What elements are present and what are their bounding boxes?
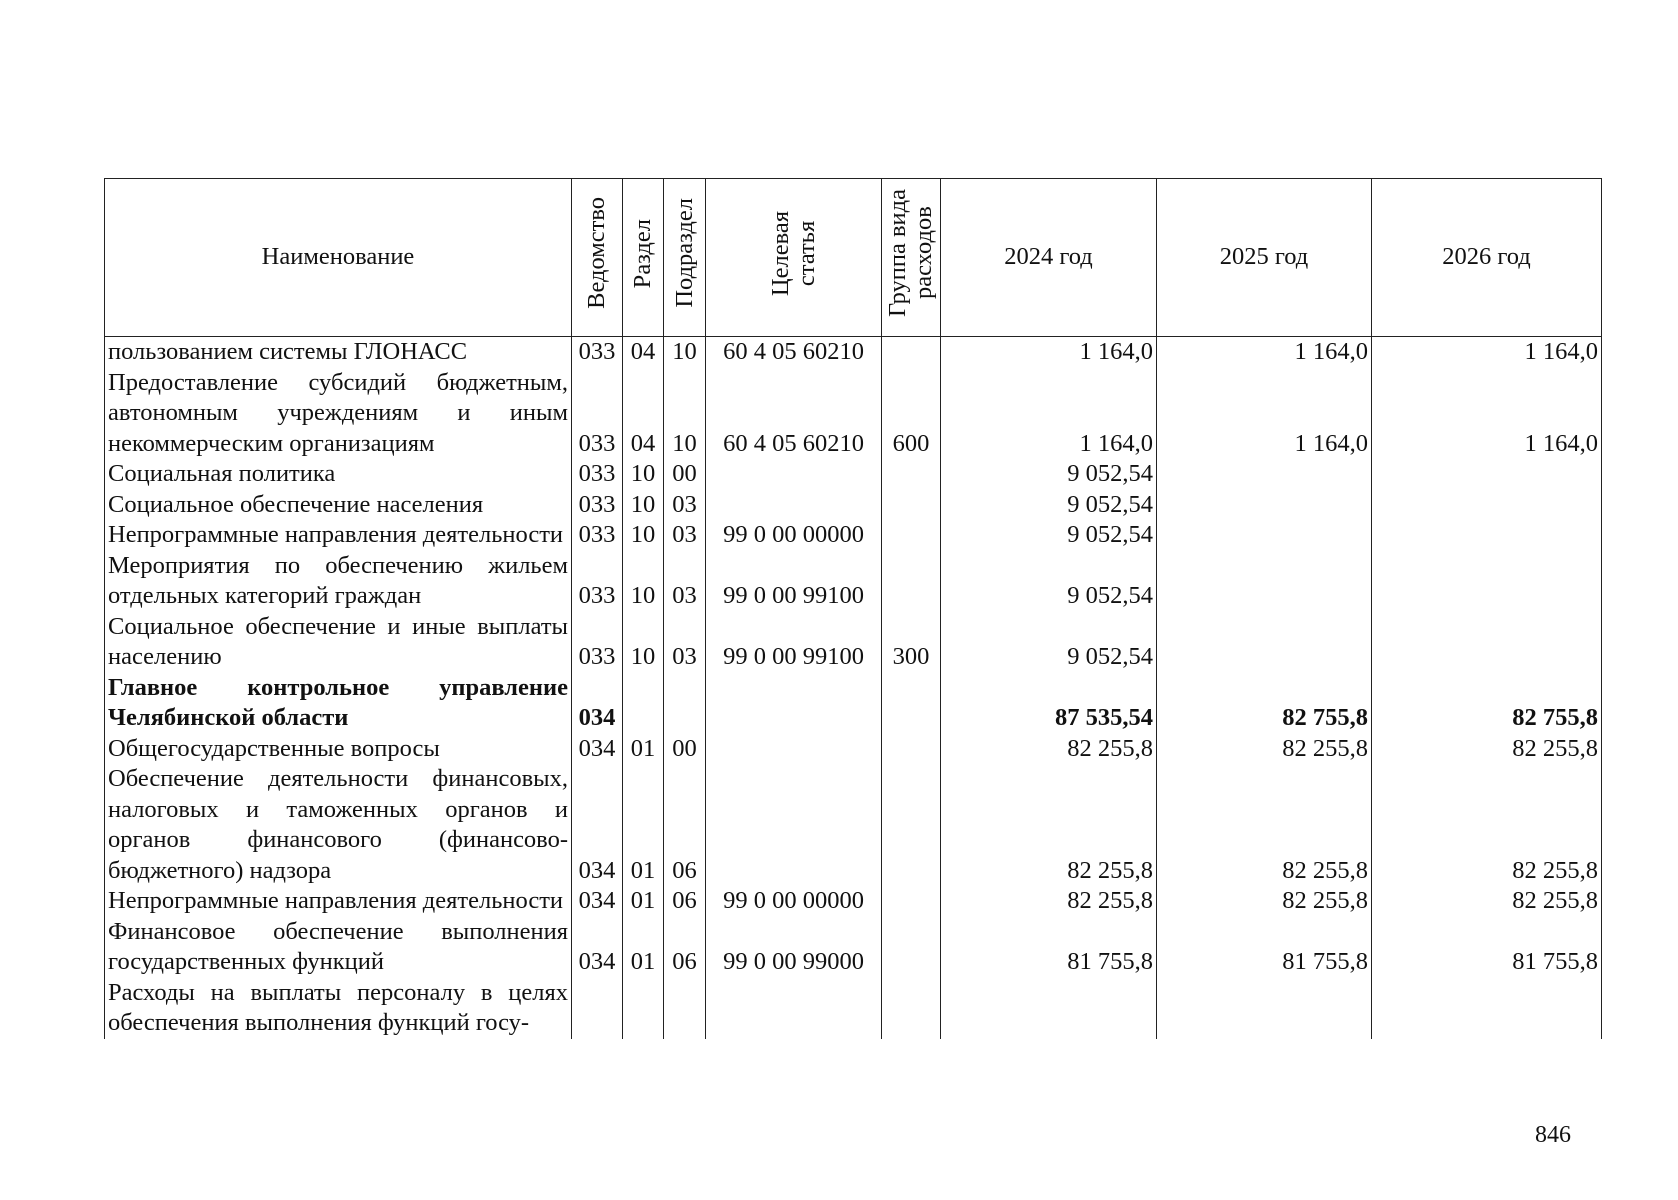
cell-section: 04 xyxy=(623,368,664,460)
cell-2026 xyxy=(1372,490,1602,521)
cell-section xyxy=(623,978,664,1039)
cell-section: 01 xyxy=(623,886,664,917)
table-row xyxy=(105,337,1602,368)
cell-subsection: 06 xyxy=(664,886,706,917)
cell-department: 034 xyxy=(572,673,623,734)
cell-2025 xyxy=(1157,490,1372,521)
cell-section: 10 xyxy=(623,459,664,490)
cell-name: Расходы на выплаты персоналу в целях обеспечения выполнения функций госу- xyxy=(105,978,572,1039)
cell-name: Финансовое обеспечение выполнения государственных функций xyxy=(105,917,572,978)
header-section: Раздел xyxy=(623,179,664,337)
cell-subsection: 03 xyxy=(664,551,706,612)
cell-department: 034 xyxy=(572,764,623,886)
cell-2025: 82 755,8 xyxy=(1157,673,1372,734)
cell-expense-group xyxy=(882,764,941,886)
cell-expense-group xyxy=(882,337,941,368)
cell-subsection: 10 xyxy=(664,368,706,460)
cell-2025: 82 255,8 xyxy=(1157,886,1372,917)
cell-department xyxy=(572,978,623,1039)
cell-section: 01 xyxy=(623,734,664,765)
cell-name: Обеспечение деятельности финансовых, налоговых и таможенных органов и органов финансового (финансово-бюджетного) надзора xyxy=(105,764,572,886)
table-row xyxy=(105,459,1602,490)
cell-section: 10 xyxy=(623,520,664,551)
cell-department: 034 xyxy=(572,917,623,978)
budget-table xyxy=(104,178,1602,1039)
header-subsection: Подраздел xyxy=(664,179,706,337)
cell-2026: 81 755,8 xyxy=(1372,917,1602,978)
cell-department: 033 xyxy=(572,337,623,368)
cell-2025: 1 164,0 xyxy=(1157,337,1372,368)
header-target-item: Целевая статья xyxy=(706,179,882,337)
table-row xyxy=(105,520,1602,551)
cell-2026 xyxy=(1372,978,1602,1039)
cell-2026: 82 755,8 xyxy=(1372,673,1602,734)
table-row xyxy=(105,917,1602,978)
cell-name: Главное контрольное управление Челябинской области xyxy=(105,673,572,734)
cell-name: Социальное обеспечение и иные выплаты населению xyxy=(105,612,572,673)
header-expense-group: Группа вида расходов xyxy=(882,179,941,337)
table-row xyxy=(105,734,1602,765)
cell-2024: 9 052,54 xyxy=(941,459,1157,490)
cell-department: 033 xyxy=(572,612,623,673)
cell-name: Непрограммные направления деятельности xyxy=(105,886,572,917)
cell-2024: 87 535,54 xyxy=(941,673,1157,734)
table-row xyxy=(105,368,1602,460)
cell-subsection: 00 xyxy=(664,459,706,490)
cell-department: 033 xyxy=(572,368,623,460)
cell-expense-group xyxy=(882,673,941,734)
cell-2025: 82 255,8 xyxy=(1157,764,1372,886)
cell-2026: 82 255,8 xyxy=(1372,886,1602,917)
cell-target-item xyxy=(706,734,882,765)
cell-2025 xyxy=(1157,978,1372,1039)
cell-expense-group xyxy=(882,917,941,978)
cell-section: 10 xyxy=(623,551,664,612)
header-year-2025: 2025 год xyxy=(1157,179,1372,337)
cell-subsection: 06 xyxy=(664,764,706,886)
cell-target-item xyxy=(706,459,882,490)
cell-2024: 1 164,0 xyxy=(941,337,1157,368)
cell-subsection xyxy=(664,673,706,734)
cell-subsection: 03 xyxy=(664,520,706,551)
cell-name: Непрограммные направления деятельности xyxy=(105,520,572,551)
cell-section: 04 xyxy=(623,337,664,368)
cell-2024: 82 255,8 xyxy=(941,764,1157,886)
page-number: 846 xyxy=(1535,1122,1571,1148)
header-row xyxy=(105,179,1602,337)
cell-2025 xyxy=(1157,520,1372,551)
cell-department: 033 xyxy=(572,459,623,490)
cell-2024: 9 052,54 xyxy=(941,612,1157,673)
cell-target-item xyxy=(706,764,882,886)
cell-subsection: 03 xyxy=(664,490,706,521)
cell-target-item: 99 0 00 99000 xyxy=(706,917,882,978)
cell-target-item: 60 4 05 60210 xyxy=(706,368,882,460)
cell-expense-group xyxy=(882,551,941,612)
cell-2025 xyxy=(1157,612,1372,673)
cell-2026 xyxy=(1372,551,1602,612)
header-year-2024: 2024 год xyxy=(941,179,1157,337)
cell-2026: 82 255,8 xyxy=(1372,734,1602,765)
cell-name: Социальная политика xyxy=(105,459,572,490)
cell-2026: 82 255,8 xyxy=(1372,764,1602,886)
cell-subsection: 00 xyxy=(664,734,706,765)
cell-2024: 9 052,54 xyxy=(941,490,1157,521)
cell-department: 034 xyxy=(572,734,623,765)
table-row xyxy=(105,886,1602,917)
cell-2025: 1 164,0 xyxy=(1157,368,1372,460)
cell-2024: 81 755,8 xyxy=(941,917,1157,978)
header-year-2026: 2026 год xyxy=(1372,179,1602,337)
cell-section xyxy=(623,673,664,734)
cell-name: Предоставление субсидий бюджетным, автономным учреждениям и иным некоммерческим организациям xyxy=(105,368,572,460)
cell-subsection: 10 xyxy=(664,337,706,368)
cell-2026 xyxy=(1372,612,1602,673)
cell-expense-group: 600 xyxy=(882,368,941,460)
cell-name: Мероприятия по обеспечению жильем отдельных категорий граждан xyxy=(105,551,572,612)
cell-2025: 81 755,8 xyxy=(1157,917,1372,978)
cell-name: пользованием системы ГЛОНАСС xyxy=(105,337,572,368)
table-row xyxy=(105,551,1602,612)
table-row xyxy=(105,764,1602,886)
cell-subsection: 03 xyxy=(664,612,706,673)
header-name: Наименование xyxy=(105,179,572,337)
cell-2025: 82 255,8 xyxy=(1157,734,1372,765)
cell-2024: 1 164,0 xyxy=(941,368,1157,460)
cell-target-item xyxy=(706,490,882,521)
cell-2024 xyxy=(941,978,1157,1039)
cell-2026: 1 164,0 xyxy=(1372,337,1602,368)
cell-name: Социальное обеспечение населения xyxy=(105,490,572,521)
cell-2026: 1 164,0 xyxy=(1372,368,1602,460)
table-row xyxy=(105,612,1602,673)
table-row xyxy=(105,978,1602,1039)
cell-department: 033 xyxy=(572,551,623,612)
table-body xyxy=(105,337,1602,1039)
cell-expense-group xyxy=(882,734,941,765)
cell-section: 10 xyxy=(623,490,664,521)
cell-name: Общегосударственные вопросы xyxy=(105,734,572,765)
cell-target-item xyxy=(706,673,882,734)
cell-2024: 9 052,54 xyxy=(941,520,1157,551)
cell-target-item: 99 0 00 99100 xyxy=(706,612,882,673)
cell-target-item: 99 0 00 99100 xyxy=(706,551,882,612)
cell-expense-group xyxy=(882,978,941,1039)
cell-2025 xyxy=(1157,551,1372,612)
cell-target-item: 99 0 00 00000 xyxy=(706,886,882,917)
cell-2025 xyxy=(1157,459,1372,490)
cell-subsection xyxy=(664,978,706,1039)
cell-department: 033 xyxy=(572,520,623,551)
cell-2024: 9 052,54 xyxy=(941,551,1157,612)
cell-2026 xyxy=(1372,459,1602,490)
header-department: Ведомство xyxy=(572,179,623,337)
cell-expense-group xyxy=(882,459,941,490)
cell-section: 10 xyxy=(623,612,664,673)
cell-2026 xyxy=(1372,520,1602,551)
cell-target-item: 99 0 00 00000 xyxy=(706,520,882,551)
cell-expense-group xyxy=(882,490,941,521)
cell-section: 01 xyxy=(623,764,664,886)
cell-subsection: 06 xyxy=(664,917,706,978)
cell-2024: 82 255,8 xyxy=(941,886,1157,917)
cell-section: 01 xyxy=(623,917,664,978)
cell-2024: 82 255,8 xyxy=(941,734,1157,765)
cell-department: 033 xyxy=(572,490,623,521)
cell-expense-group: 300 xyxy=(882,612,941,673)
cell-department: 034 xyxy=(572,886,623,917)
cell-target-item xyxy=(706,978,882,1039)
cell-expense-group xyxy=(882,520,941,551)
table-row xyxy=(105,490,1602,521)
cell-target-item: 60 4 05 60210 xyxy=(706,337,882,368)
table-row xyxy=(105,673,1602,734)
cell-expense-group xyxy=(882,886,941,917)
